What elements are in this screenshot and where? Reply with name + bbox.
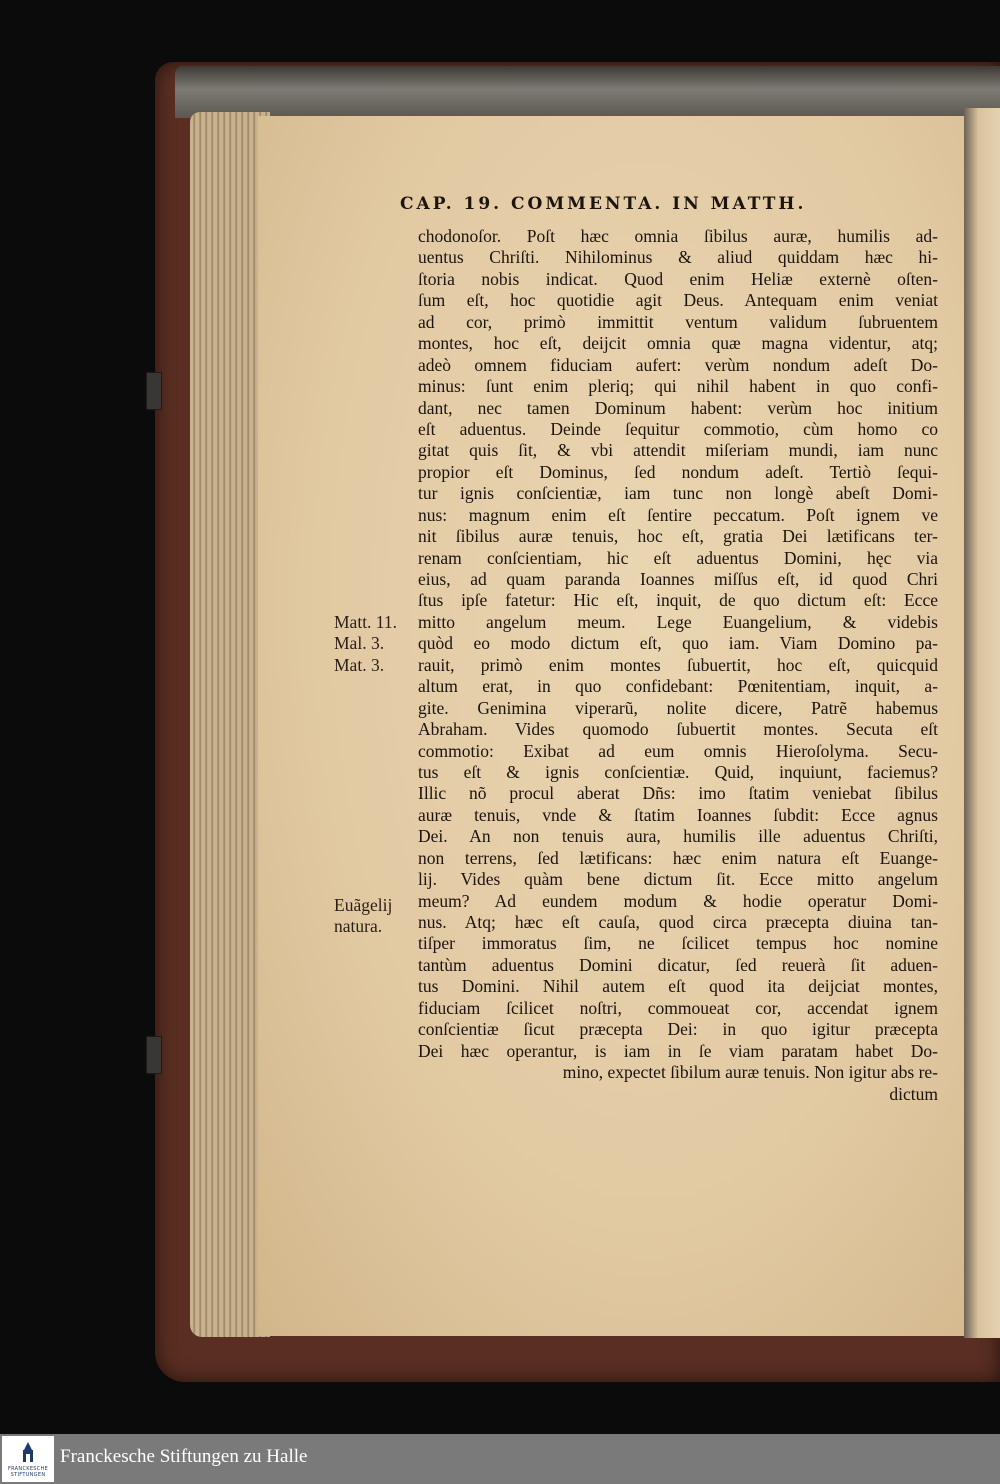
text-line: mitto angelum meum. Lege Euangelium, & videbis bbox=[418, 611, 938, 632]
institution-name: Franckesche Stiftungen zu Halle bbox=[60, 1446, 308, 1467]
text-line: dant, nec tamen Dominum habent: verùm hoc initium bbox=[418, 397, 938, 418]
text-line: renam conſcientiam, hic eſt aduentus Domini, hęc via bbox=[418, 547, 938, 568]
text-line: tur ignis conſcientiæ, iam tunc non longè abeſt Domi- bbox=[418, 483, 938, 504]
sun-emblem-icon bbox=[19, 1442, 37, 1464]
text-line: gitat quis ſit, & vbi attendit miſeriam mundi, iam nunc bbox=[418, 440, 938, 461]
clasp-bottom bbox=[146, 1036, 162, 1074]
text-line: commotio: Exibat ad eum omnis Hieroſolyma. Secu- bbox=[418, 740, 938, 761]
text-line: Dei. An non tenuis aura, humilis ille aduentus Chriſti, bbox=[418, 826, 938, 847]
text-line: rauit, primò enim montes ſubuertit, hoc eſt, quicquid bbox=[418, 654, 938, 675]
catchword: dictum bbox=[889, 1083, 938, 1104]
text-line: adeò omnem fiduciam aufert: verùm nondum adeſt Do- bbox=[418, 354, 938, 375]
text-line: tantùm aduentus Domini dicatur, ſed reuerà ſit aduen- bbox=[418, 954, 938, 975]
footer-bar bbox=[0, 1434, 1000, 1484]
text-line: altum erat, in quo confidebant: Pœnitentiam, inquit, a- bbox=[418, 676, 938, 697]
marginal-references bbox=[334, 612, 397, 676]
text-line: eius, ad quam paranda Ioannes miſſus eſt, id quod Chri bbox=[418, 569, 938, 589]
text-line: eſt aduentus. Deinde ſequitur commotio, cùm homo co bbox=[418, 418, 938, 439]
marginal-topic-note bbox=[334, 895, 392, 938]
text-line: uentus Chriſti. Nihilominus & aliud quiddam hæc hi- bbox=[418, 247, 938, 268]
text-line: lij. Vides quàm bene dictum ſit. Ecce mitto angelum bbox=[418, 869, 938, 890]
text-line: quòd eo modo dictum eſt, quo iam. Viam Domino pa- bbox=[418, 633, 938, 654]
text-line: tus eſt & ignis conſcientiæ. Quid, inquiunt, faciemus? bbox=[418, 761, 938, 782]
text-line: tus Domini. Nihil autem eſt quod ita deijciat montes, bbox=[418, 976, 938, 997]
text-line: Abraham. Vides quomodo ſubuertit montes. Secuta eſt bbox=[418, 719, 938, 740]
clasp-top bbox=[146, 372, 162, 410]
margin-note: natura. bbox=[334, 916, 383, 937]
text-line: ſtus ipſe fatetur: Hic eſt, inquit, de quo dictum eſt: Ecce bbox=[418, 590, 938, 611]
book-headband bbox=[175, 66, 1000, 118]
text-line: non terrens, ſed lætificans: hæc enim natura eſt Euange- bbox=[418, 847, 938, 868]
facing-page-edge bbox=[964, 108, 1000, 1338]
text-line: nus: magnum enim eſt ſentire peccatum. Poſt ignem ve bbox=[418, 504, 938, 525]
text-line: ſtoria nobis indicat. Quod enim Heliæ externè oſten- bbox=[418, 268, 938, 289]
text-line: minus: ſunt enim pleriq; qui nihil habent in quo confi- bbox=[418, 376, 938, 397]
text-line: chodonoſor. Poſt hæc omnia ſibilus auræ, humilis ad- bbox=[418, 226, 938, 246]
text-line: Dei hæc operantur, is iam in ſe viam paratam habet Do- bbox=[418, 1040, 938, 1061]
margin-note: Euãgelij bbox=[334, 895, 393, 915]
running-head: CAP. 19. COMMENTA. IN MATTH. bbox=[400, 194, 807, 214]
text-line: ad cor, primò immittit ventum validum ſubruentem bbox=[418, 311, 938, 332]
margin-ref: Mat. 3. bbox=[334, 654, 385, 675]
text-line: tiſper immoratus ſim, ne ſcilicet tempus hoc nomine bbox=[418, 933, 938, 954]
text-line: Illic nõ procul aberat Dñs: imo ſtatim veniebat ſibilus bbox=[418, 783, 938, 804]
institution-logo bbox=[2, 1436, 54, 1482]
text-line: conſcientiæ ſicut præcepta Dei: in quo igitur præcepta bbox=[418, 1019, 938, 1040]
text-line: auræ tenuis, vnde & ſtatim Ioannes ſubdit: Ecce agnus bbox=[418, 804, 938, 825]
text-line: nus. Atq; hæc eſt cauſa, quod circa præcepta diuina tan- bbox=[418, 912, 938, 932]
text-line: montes, hoc eſt, deijcit omnia quæ magna videntur, atq; bbox=[418, 333, 938, 354]
logo-label: FRANCKESCHE STIFTUNGEN bbox=[7, 1466, 49, 1478]
text-line: ſum eſt, hoc quotidie agit Deus. Antequam enim veniat bbox=[418, 290, 938, 311]
text-line: meum? Ad eundem modum & hodie operatur Domi- bbox=[418, 890, 938, 911]
text-line: nit ſibilus auræ tenuis, hoc eſt, gratia Dei lætificans ter- bbox=[418, 526, 938, 547]
text-line: fiduciam ſcilicet noſtri, commoueat cor, accendat ignem bbox=[418, 997, 938, 1018]
margin-ref: Mal. 3. bbox=[334, 633, 385, 654]
text-line: mino, expectet ſibilum auræ tenuis. Non igitur abs re- bbox=[562, 1062, 938, 1083]
margin-ref: Matt. 11. bbox=[334, 612, 398, 632]
text-line: gite. Genimina viperarũ, nolite dicere, Patrẽ habemus bbox=[418, 697, 938, 718]
text-line: propior eſt Dominus, ſed nondum adeſt. Tertiò ſequi- bbox=[418, 461, 938, 482]
body-text bbox=[418, 226, 938, 1105]
